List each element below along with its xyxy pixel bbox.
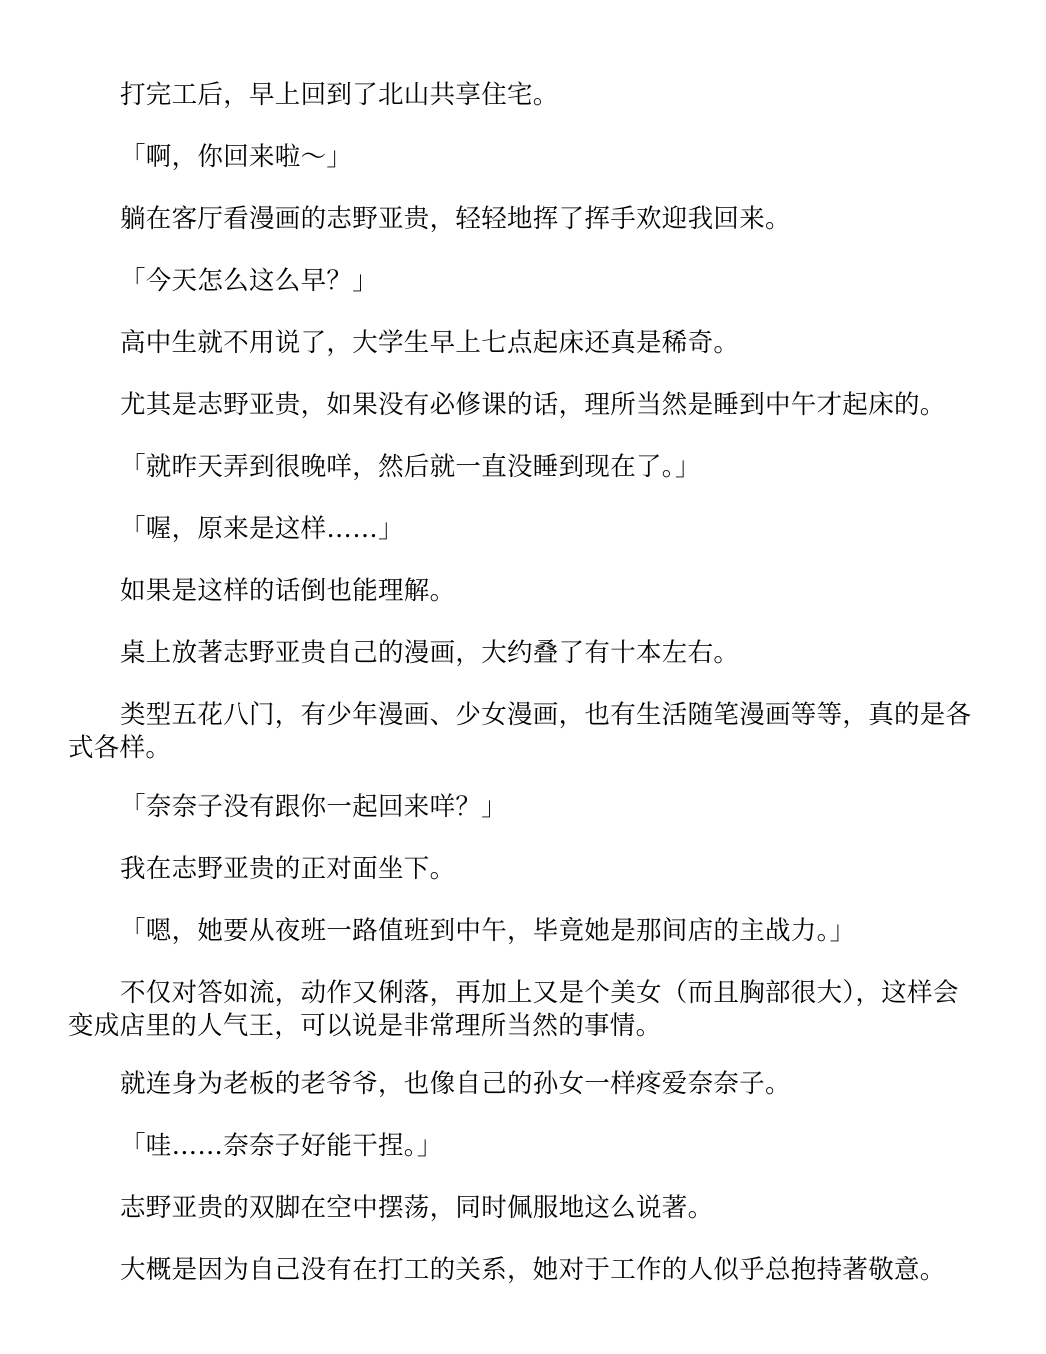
paragraph: 躺在客厅看漫画的志野亚贵，轻轻地挥了挥手欢迎我回来。 (120, 204, 791, 234)
paragraph: 「啊，你回来啦～」 (120, 142, 353, 172)
paragraph: 志野亚贵的双脚在空中摆荡，同时佩服地这么说著。 (120, 1193, 714, 1223)
paragraph: 尤其是志野亚贵，如果没有必修课的话，理所当然是睡到中午才起床的。 (120, 390, 946, 420)
paragraph: 就连身为老板的老爷爷，也像自己的孙女一样疼爱奈奈子。 (120, 1069, 791, 1099)
paragraph: 打完工后，早上回到了北山共享住宅。 (120, 80, 559, 110)
paragraph: 桌上放著志野亚贵自己的漫画，大约叠了有十本左右。 (120, 638, 740, 668)
paragraph: 「哇……奈奈子好能干捏。」 (120, 1131, 443, 1161)
paragraph: 「今天怎么这么早？」 (120, 266, 379, 296)
paragraph: 我在志野亚贵的正对面坐下。 (120, 854, 456, 884)
paragraph: 不仅对答如流，动作又俐落，再加上又是个美女（而且胸部很大），这样会变成店里的人气王，可以说是非常理所当然的事情。 (68, 978, 959, 1041)
paragraph: 如果是这样的话倒也能理解。 (120, 576, 456, 606)
paragraph: 高中生就不用说了，大学生早上七点起床还真是稀奇。 (120, 328, 740, 358)
paragraph: 「嗯，她要从夜班一路值班到中午，毕竟她是那间店的主战力。」 (120, 916, 856, 946)
paragraph: 「喔，原来是这样……」 (120, 514, 404, 544)
paragraph: 「就昨天弄到很晚咩，然后就一直没睡到现在了。」 (120, 452, 701, 482)
paragraph: 「奈奈子没有跟你一起回来咩？」 (120, 792, 508, 822)
paragraph: 类型五花八门，有少年漫画、少女漫画，也有生活随笔漫画等等，真的是各式各样。 (68, 700, 972, 763)
paragraph: 大概是因为自己没有在打工的关系，她对于工作的人似乎总抱持著敬意。 (120, 1255, 946, 1285)
